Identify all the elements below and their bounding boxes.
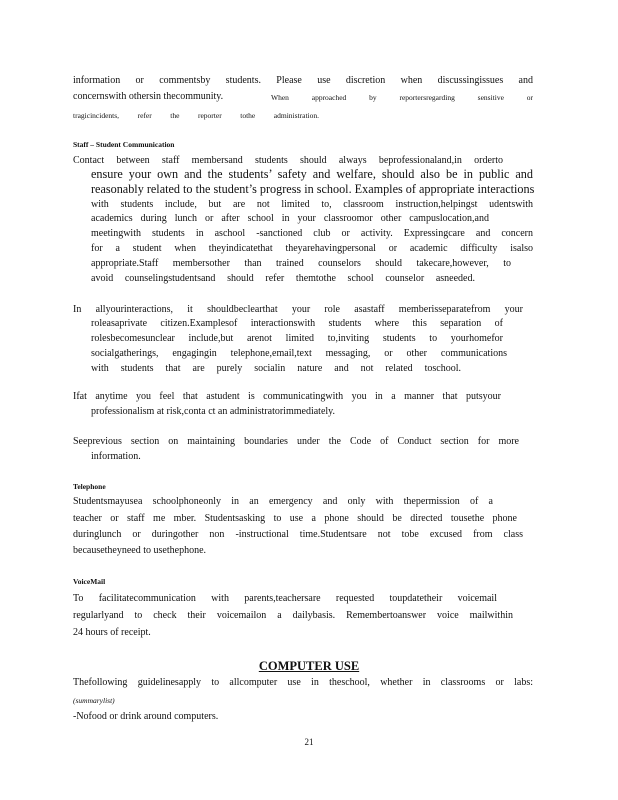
text-line: information. bbox=[91, 451, 141, 462]
text-line: teacher or staff me mber. Studentsasking to use a phone should be directed tousethe phone bbox=[73, 513, 517, 524]
text-line: (summarylist) bbox=[73, 696, 115, 705]
page-number: 21 bbox=[304, 737, 314, 747]
text-line: meetingwith students in aschool -sanctioned club or activity. Expressingcare and concern bbox=[91, 228, 533, 239]
text-line: To facilitatecommunication with parents,teachersare requested toupdatetheir voicemail bbox=[73, 593, 497, 604]
text-line: Contact between staff membersand students should always beprofessionaland,in orderto bbox=[73, 155, 503, 166]
text-line: When approached by reportersregarding sensitive or bbox=[271, 93, 533, 102]
text-line: becausetheyneed to usethephone. bbox=[73, 545, 207, 556]
text-line: professionalism at risk,conta ct an administratorimmediately. bbox=[91, 406, 336, 417]
text-line: roleasaprivate citizen.Examplesof interactionswith students where this separation of bbox=[91, 318, 503, 329]
text-line: socialgatherings, engagingin telephone,email,text messaging, or other communications bbox=[91, 348, 507, 359]
text-line: academics during lunch or after school in your classroomor other campuslocation,and bbox=[91, 213, 489, 224]
text-line: rolesbecomesunclear include,but arenot limited to,inviting students to yourhomefor bbox=[91, 333, 503, 344]
text-line: avoid counselingstudentsand should refer themtothe school counselor asneeded. bbox=[91, 273, 475, 284]
text-line: concernswith othersin thecommunity. bbox=[73, 91, 224, 102]
text-line: Studentsmayusea schoolphoneonly in an emergency and only with thepermission of a bbox=[73, 496, 493, 507]
text-line: -Nofood or drink around computers. bbox=[73, 711, 219, 722]
section-heading-voicemail: VoiceMail bbox=[73, 577, 106, 586]
text-line: 24 hours of receipt. bbox=[73, 627, 151, 638]
section-heading-staff-student: Staff – Student Communication bbox=[73, 140, 175, 149]
text-line: regularlyand to check their voicemailon a dailybasis. Remembertoanswer voice mailwithin bbox=[73, 610, 513, 621]
text-line: with students include, but are not limited to, classroom instruction,helpingst udentswith bbox=[91, 199, 533, 210]
text-line: with students that are purely socialin nature and not related toschool. bbox=[91, 363, 461, 374]
text-line: information or commentsby students. Please use discretion when discussingissues and bbox=[73, 75, 533, 86]
text-line: appropriate.Staff membersother than trained counselors should takecare,however, to bbox=[91, 258, 511, 269]
text-line: ensure your own and the students’ safety and welfare, should also be in public and bbox=[91, 167, 533, 181]
text-line: duringlunch or duringother non -instructional time.Studentsare not tobe excused from class bbox=[73, 529, 523, 540]
text-line: In allyourinteractions, it shouldbeclearthat your role asastaff memberisseparatefrom your bbox=[73, 304, 523, 315]
section-heading-telephone: Telephone bbox=[73, 482, 106, 491]
text-line: Thefollowing guidelinesapply to allcomputer use in theschool, whether in classrooms or labs: bbox=[73, 677, 533, 688]
text-line: Ifat anytime you feel that astudent is communicatingwith you in a manner that putsyour bbox=[73, 391, 501, 402]
text-line: reasonably related to the student’s progress in school. Examples of appropriate interactions bbox=[91, 182, 535, 196]
text-line: Seeprevious section on maintaining boundaries under the Code of Conduct section for more bbox=[73, 436, 519, 447]
text-line: for a student when theyindicatethat theyarehavingpersonal or academic difficulty isalso bbox=[91, 243, 533, 254]
section-title-computer-use: COMPUTER USE bbox=[258, 659, 360, 673]
text-line: tragicincidents, refer the reporter tothe administration. bbox=[73, 111, 319, 120]
